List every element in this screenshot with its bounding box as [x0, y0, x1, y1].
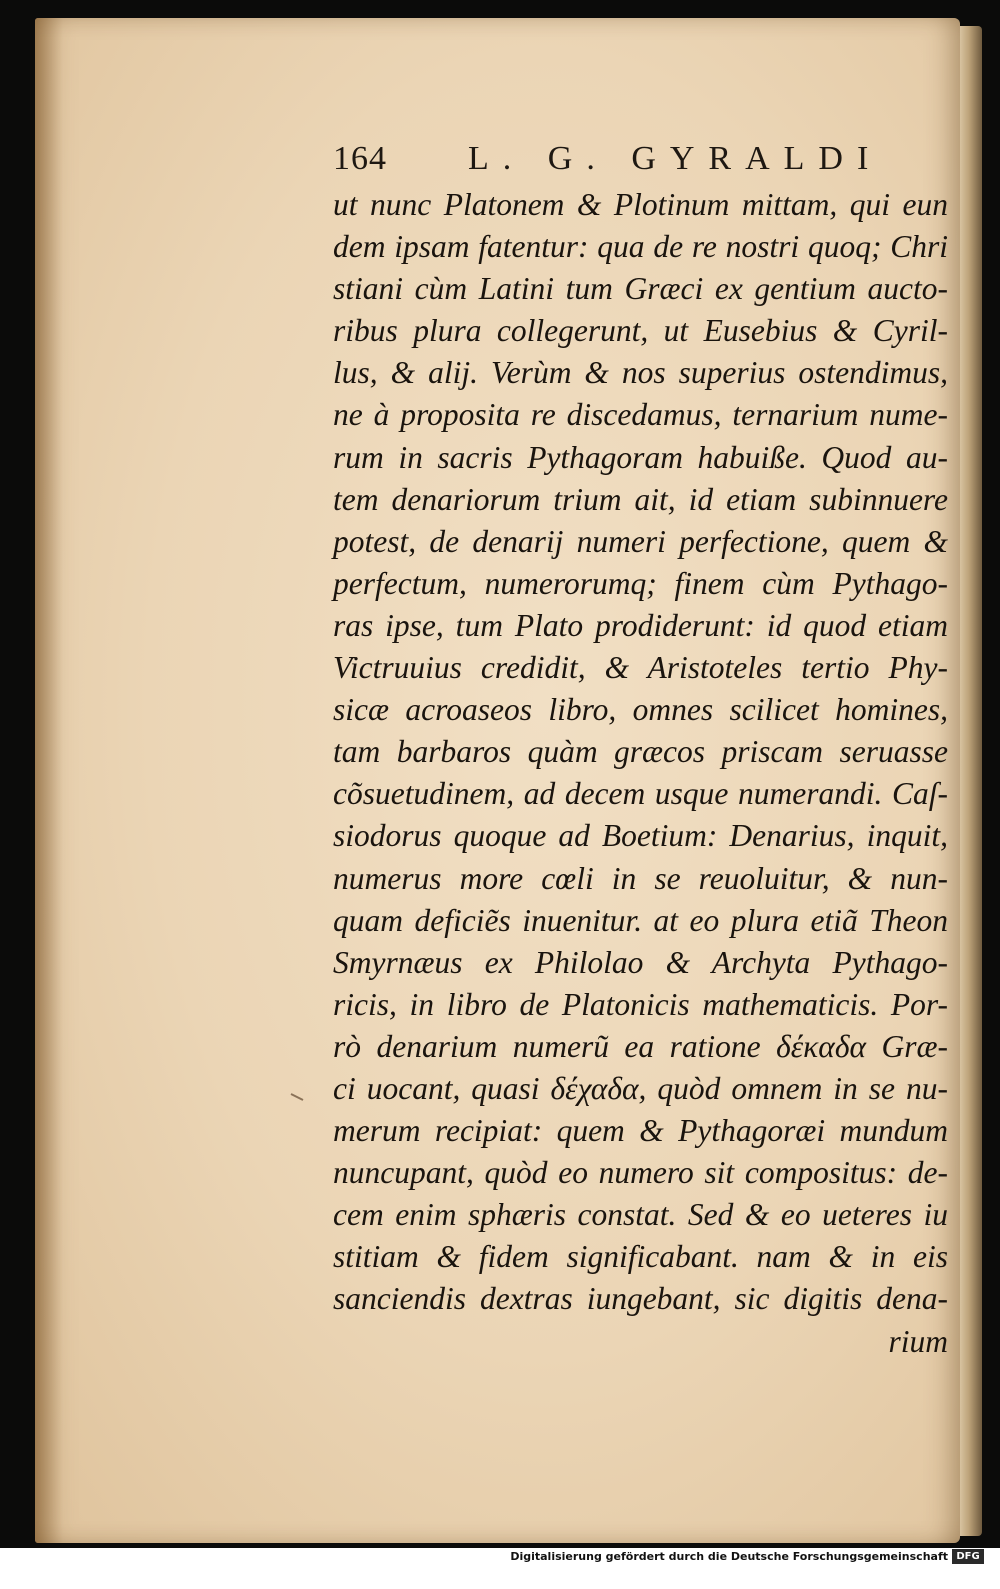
gutter-shadow [35, 18, 63, 1543]
text-line: perfectum, numerorumq; finem cùm Pythago- [333, 565, 948, 601]
text-line: nuncupant, quòd eo numero sit compositus: de- [333, 1155, 948, 1191]
text-line: merum recipiat: quem & Pythagoræi mundum [333, 1113, 948, 1149]
text-line: tem denariorum trium ait, id etiam subinnuere [333, 481, 948, 517]
text-line: ricis, in libro de Platonicis mathematicis. Por- [333, 986, 948, 1022]
text-line: cem enim sphæris constat. Sed & eo ueteres iu [333, 1197, 948, 1233]
text-line: cõsuetudinem, ad decem usque numerandi. Caſ- [333, 776, 948, 812]
text-line: potest, de denarij numeri perfectione, quem & [333, 523, 948, 559]
text-line: sanciendis dextras iungebant, sic digitis dena- [333, 1281, 948, 1317]
running-head: L. G. GYRALDI [468, 140, 883, 177]
page-edge [960, 26, 982, 1536]
text-line: tam barbaros quàm græcos priscam seruasse [333, 734, 948, 770]
text-line: quam deficiẽs inuenitur. at eo plura etiã Theon [333, 902, 948, 938]
digitization-credit: Digitalisierung gefördert durch die Deutsche Forschungsgemeinschaft [510, 1550, 948, 1563]
text-line: rum in sacris Pythagoram habuiße. Quod au- [333, 439, 948, 475]
page-header [333, 140, 945, 184]
text-line: sicæ acroaseos libro, omnes scilicet homines, [333, 692, 948, 728]
text-line: numerus more cœli in se reuoluitur, & nun- [333, 860, 948, 896]
dfg-logo: DFG [952, 1549, 984, 1564]
catchword: rium [888, 1323, 948, 1359]
text-line: rò denarium numerũ ea ratione δέκαδα Græ- [333, 1028, 948, 1064]
text-line: Smyrnæus ex Philolao & Archyta Pythago- [333, 944, 948, 980]
text-line: ribus plura collegerunt, ut Eusebius & Cyril- [333, 313, 948, 349]
text-line: Victruuius credidit, & Aristoteles tertio Phy- [333, 650, 948, 686]
text-line: stitiam & fidem significabant. nam & in eis [333, 1239, 948, 1275]
page-number: 164 [333, 140, 387, 177]
text-line: siodorus quoque ad Boetium: Denarius, inquit, [333, 818, 948, 854]
text-line: ras ipse, tum Plato prodiderunt: id quod etiam [333, 607, 948, 643]
body-text [333, 184, 948, 1363]
text-line: ci uocant, quasi δέχαδα, quòd omnem in se nu- [333, 1070, 948, 1106]
text-line: stiani cùm Latini tum Græci ex gentium aucto- [333, 271, 948, 307]
text-line: ut nunc Platonem & Plotinum mittam, qui eun [333, 187, 948, 222]
text-line: dem ipsam fatentur: qua de re nostri quoq; Chri [333, 229, 948, 265]
text-line: ne à proposita re discedamus, ternarium nume- [333, 397, 948, 433]
text-line: lus, & alij. Verùm & nos superius ostendimus, [333, 355, 948, 391]
margin-mark [290, 1092, 304, 1102]
